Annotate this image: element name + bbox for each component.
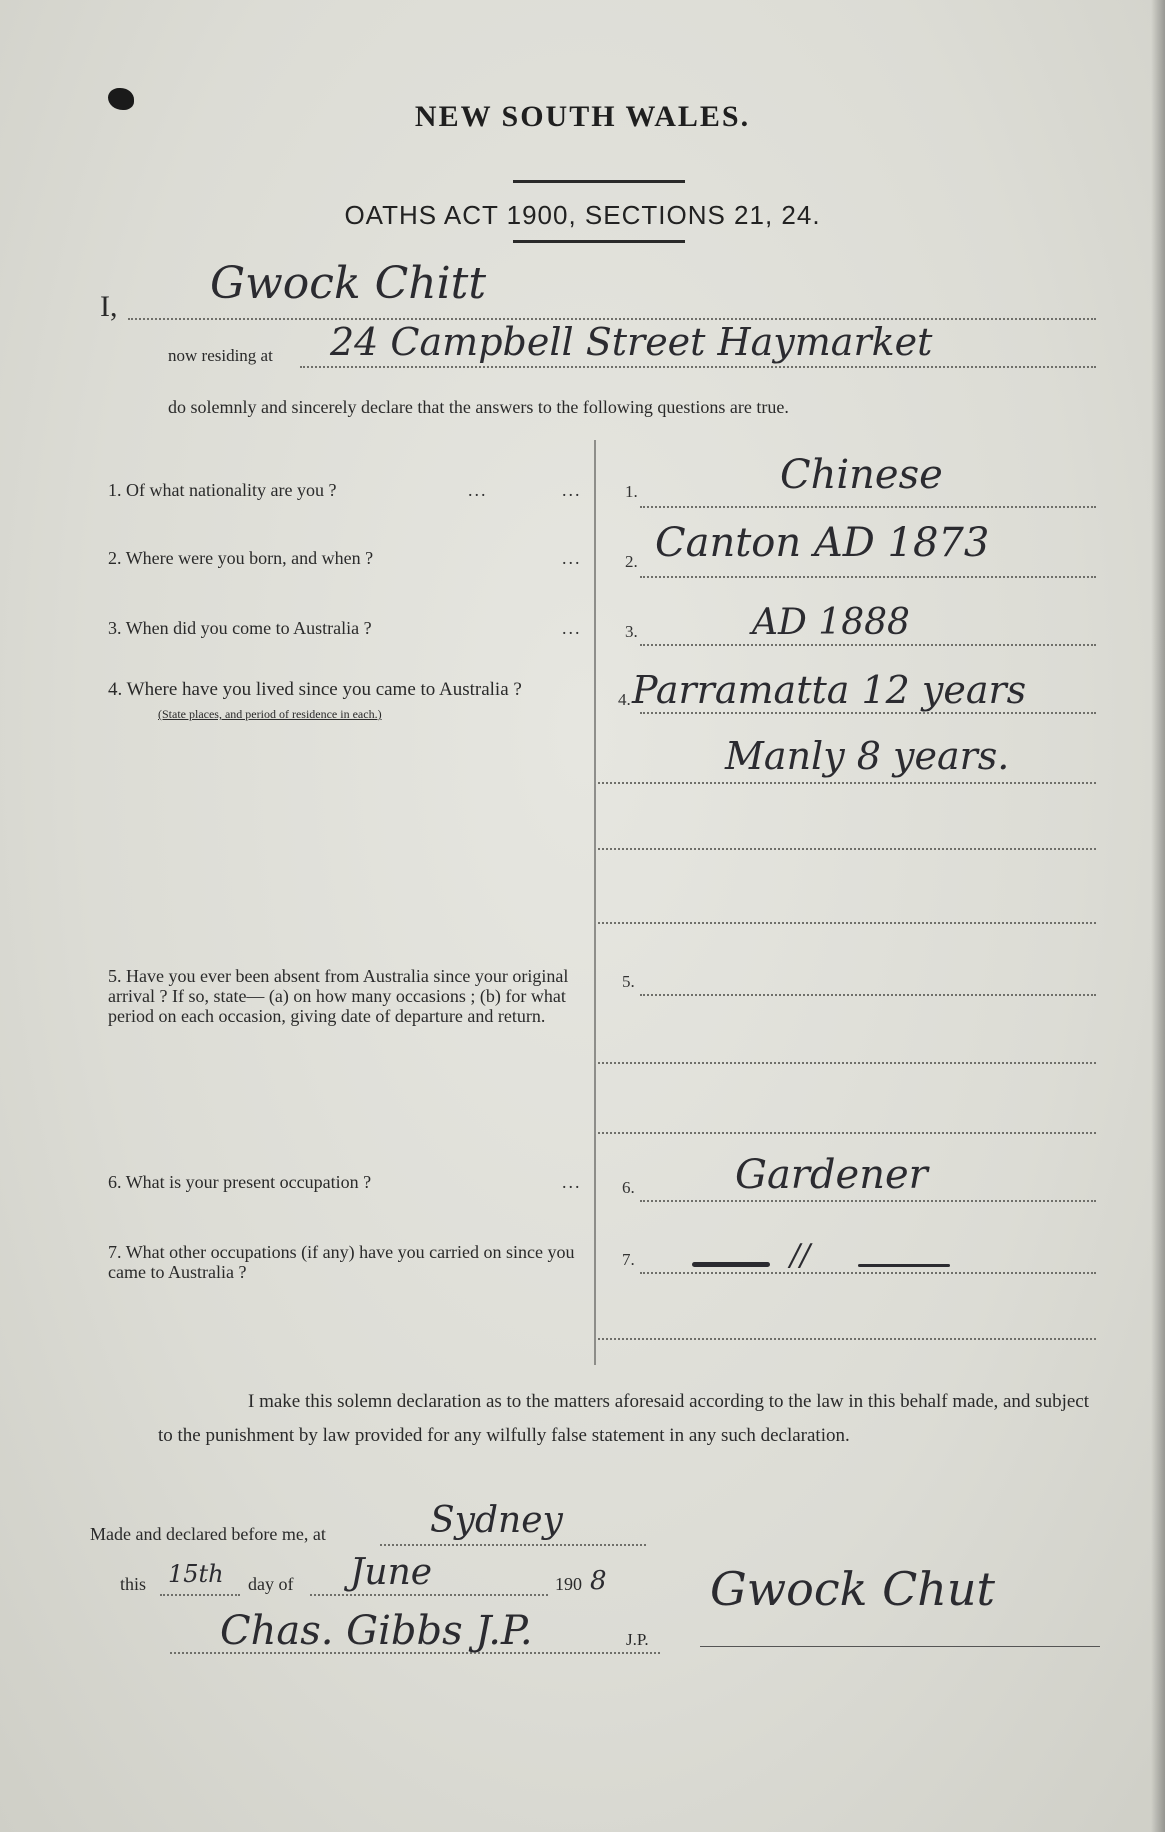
question-3-ellipsis: ... xyxy=(562,618,582,638)
answer-7-line xyxy=(640,1272,1096,1274)
question-6 xyxy=(108,1172,568,1192)
solemn-declaration-text: do solemnly and sincerely declare that the answers to the following questions are true. xyxy=(168,397,789,417)
question-5 xyxy=(108,966,578,1026)
question-2-number: 2. xyxy=(108,548,122,568)
question-6-text: What is your present occupation ? xyxy=(125,1172,372,1192)
question-1-ellipsis-2: ... xyxy=(562,480,582,500)
question-3-text: When did you come to Australia ? xyxy=(125,618,372,638)
answer-2-number: 2. xyxy=(625,552,638,571)
question-4-text: Where have you lived since you came to Australia ? xyxy=(126,679,522,700)
answer-4-line-4 xyxy=(598,922,1096,924)
answer-6-line xyxy=(640,1200,1096,1202)
year-suffix: 8 xyxy=(590,1566,607,1596)
act-reference: OATHS ACT 1900, SECTIONS 21, 24. xyxy=(344,200,821,230)
jp-label: J.P. xyxy=(626,1630,649,1649)
question-6-number: 6. xyxy=(108,1172,122,1192)
answer-6: Gardener xyxy=(735,1152,928,1198)
question-2-text: Where were you born, and when ? xyxy=(125,548,374,568)
this-label: this xyxy=(120,1574,147,1594)
answer-5-number: 5. xyxy=(622,972,635,991)
answer-2: Canton AD 1873 xyxy=(655,520,990,566)
question-2-ellipsis: ... xyxy=(562,548,582,568)
question-3 xyxy=(108,618,568,638)
question-2 xyxy=(108,548,568,568)
question-5-text: Have you ever been absent from Australia since your original arrival ? If so, state— (a) on how many occasions ; (b) for what period on each occasion, giving date of departure and return. xyxy=(108,966,569,1026)
answer-6-number: 6. xyxy=(622,1178,635,1197)
answer-7-line-2 xyxy=(598,1338,1096,1340)
declarant-signature: Gwock Chut xyxy=(710,1562,996,1616)
question-6-ellipsis: ... xyxy=(562,1172,582,1192)
answer-7-number: 7. xyxy=(622,1250,635,1269)
question-7-text: What other occupations (if any) have you carried on since you came to Australia ? xyxy=(108,1242,575,1282)
question-5-number: 5. xyxy=(108,966,122,986)
declarant-name: Gwock Chitt xyxy=(210,258,487,309)
answer-4-continued: Manly 8 years. xyxy=(725,734,1010,778)
answer-4: Parramatta 12 years xyxy=(632,668,1027,712)
page-edge-shadow xyxy=(1151,0,1165,1832)
question-1-ellipsis: ... xyxy=(468,480,488,500)
answer-1-line xyxy=(640,506,1096,508)
declared-place: Sydney xyxy=(430,1500,563,1541)
answer-4-number: 4. xyxy=(618,690,631,709)
made-declared-label: Made and declared before me, at xyxy=(90,1524,326,1544)
solemn-declaration-paragraph: I make this solemn declaration as to the matters aforesaid according to the law in this behalf made, and subject to the punishment by law provided for any wilfully false statement in any such declaration. xyxy=(158,1391,1090,1446)
question-7-number: 7. xyxy=(108,1242,122,1262)
day-line xyxy=(160,1594,240,1596)
answer-7: // xyxy=(790,1238,811,1273)
question-1-number: 1. xyxy=(108,480,122,500)
question-3-number: 3. xyxy=(108,618,122,638)
answer-1: Chinese xyxy=(780,452,943,498)
question-1 xyxy=(108,480,568,500)
answer-7-ditto-dash-left xyxy=(692,1262,770,1267)
address-dotted-line xyxy=(300,366,1096,368)
question-4-number: 4. xyxy=(108,679,123,700)
answer-3-line xyxy=(640,644,1096,646)
residing-label: now residing at xyxy=(168,346,273,365)
answer-4-line-3 xyxy=(598,848,1096,850)
declarant-address: 24 Campbell Street Haymarket xyxy=(330,320,933,364)
title-rule-bottom xyxy=(513,240,685,243)
answer-7-ditto-dash-right xyxy=(858,1264,950,1267)
answer-3: AD 1888 xyxy=(752,602,910,643)
declarant-prefix: I, xyxy=(100,290,118,323)
answer-4-line-2 xyxy=(598,782,1096,784)
year-prefix: 190 xyxy=(555,1574,582,1594)
day-of-label: day of xyxy=(248,1574,294,1594)
title-rule-top xyxy=(513,180,685,183)
question-7 xyxy=(108,1242,578,1282)
answer-5-line-3 xyxy=(598,1132,1096,1134)
answer-2-line xyxy=(640,576,1096,578)
answer-5-line-2 xyxy=(598,1062,1096,1064)
jp-signature: Chas. Gibbs J.P. xyxy=(220,1608,533,1654)
declared-month: June xyxy=(350,1552,433,1593)
answer-3-number: 3. xyxy=(625,622,638,641)
declarant-signature-line xyxy=(700,1646,1100,1647)
place-line xyxy=(380,1544,646,1546)
column-divider xyxy=(594,440,596,1365)
form-title: NEW SOUTH WALES. xyxy=(414,100,751,133)
answer-4-line xyxy=(640,712,1096,714)
declared-day: 15th xyxy=(168,1560,224,1588)
answer-1-number: 1. xyxy=(625,482,638,501)
answer-5-line xyxy=(640,994,1096,996)
question-1-text: Of what nationality are you ? xyxy=(126,480,337,500)
question-4-note: (State places, and period of residence in each.) xyxy=(158,707,382,721)
month-line xyxy=(310,1594,548,1596)
question-4 xyxy=(108,680,588,724)
